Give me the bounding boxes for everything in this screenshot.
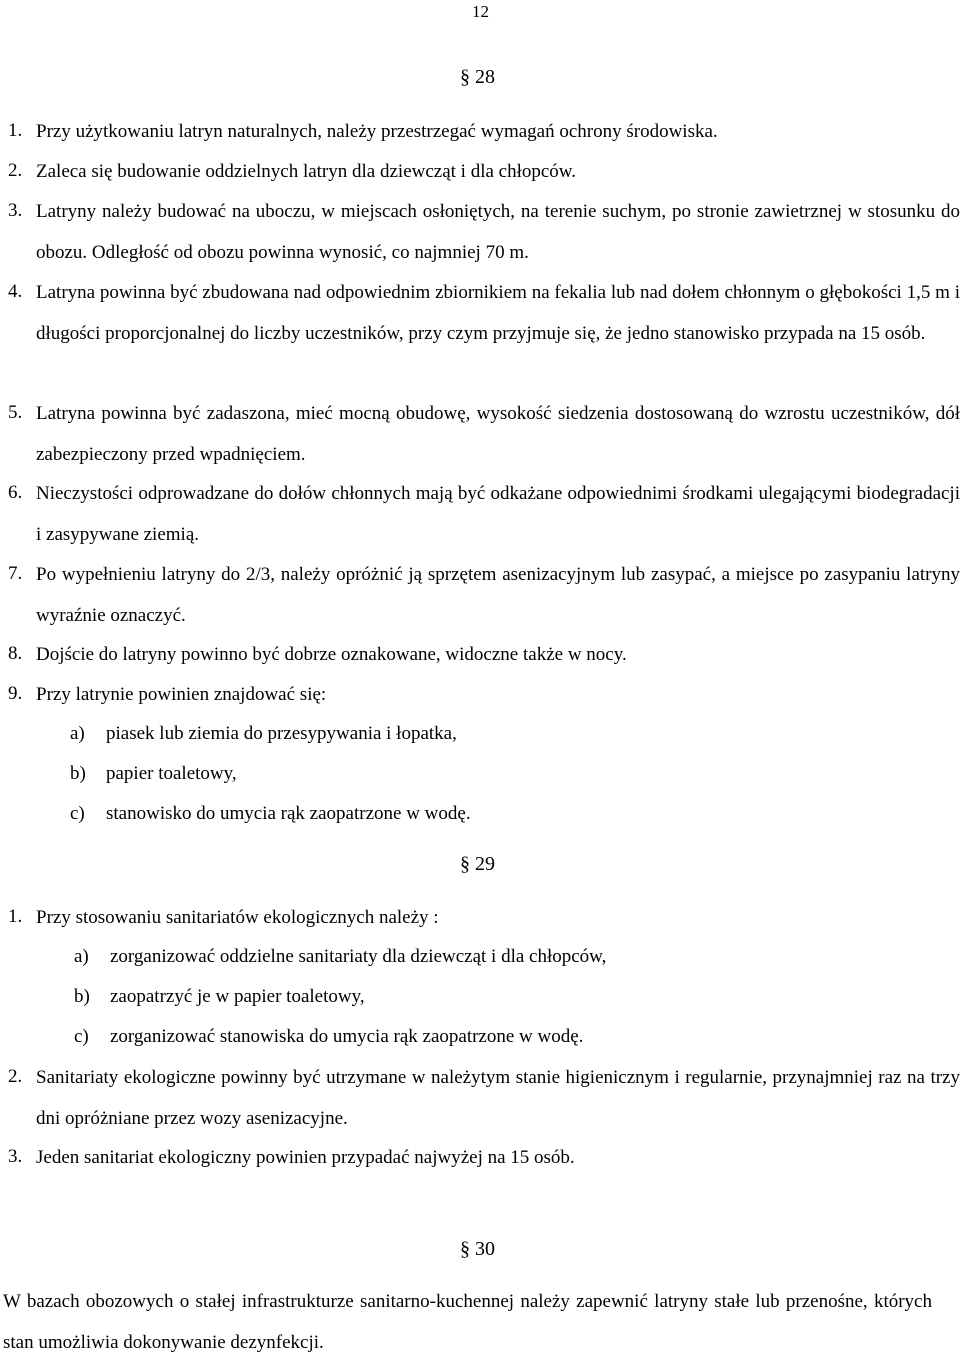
list-item-28-5 [8, 394, 960, 475]
sub-item-letter: b) [70, 763, 86, 784]
list-item-28-8 [8, 643, 960, 667]
list-item-28-2 [8, 160, 960, 184]
sub-item-29-1-c [74, 1026, 583, 1048]
sub-item-letter: c) [70, 803, 85, 824]
section-heading-30: § 30 [460, 1238, 495, 1260]
item-number: 3. [8, 1146, 23, 1167]
item-text: Przy użytkowaniu latryn naturalnych, należy przestrzegać wymagań ochrony środowiska. [36, 121, 718, 142]
item-text: Przy stosowaniu sanitariatów ekologicznych należy : [36, 907, 439, 928]
sub-item-letter: a) [70, 723, 85, 744]
item-text: Po wypełnieniu latryny do 2/3, należy opróżnić ją sprzętem asenizacyjnym lub zasypać, a miejsce po zasypaniu latryny wyraźnie oznaczyć. [36, 564, 960, 626]
item-number: 4. [8, 281, 23, 302]
item-number: 6. [8, 482, 23, 503]
item-text: Dojście do latryny powinno być dobrze oznakowane, widoczne także w nocy. [36, 644, 627, 665]
sub-item-29-1-a [74, 946, 606, 968]
paragraph-30: W bazach obozowych o stałej infrastrukturze sanitarno-kuchennej należy zapewnić latryny stałe lub przenośne, których stan umożliwia dokonywanie dezynfekcji. [3, 1291, 932, 1353]
sub-item-letter: b) [74, 986, 90, 1007]
item-text: Zaleca się budowanie oddzielnych latryn dla dziewcząt i dla chłopców. [36, 161, 577, 182]
page-number: 12 [472, 2, 489, 21]
sub-item-text: stanowisko do umycia rąk zaopatrzone w wodę. [106, 803, 471, 824]
item-text: Latryna powinna być zbudowana nad odpowiednim zbiornikiem na fekalia lub nad dołem chłonnym o głębokości 1,5 m i długości proporcjonalnej do liczby uczestników, przy czym przyjmuje się, że jedno stanowisko przypada na 15 osób. [36, 282, 960, 344]
sub-item-28-9-b [70, 763, 237, 785]
list-item-28-6 [8, 474, 960, 555]
item-number: 3. [8, 200, 23, 221]
item-number: 2. [8, 1066, 23, 1087]
sub-item-28-9-c [70, 803, 471, 825]
item-number: 8. [8, 643, 23, 664]
item-number: 9. [8, 683, 23, 704]
list-item-29-3 [8, 1146, 960, 1170]
item-text: Latryny należy budować na uboczu, w miejscach osłoniętych, na terenie suchym, po stronie zawietrznej w stosunku do obozu. Odległość od obozu powinna wynosić, co najmniej 70 m. [36, 201, 960, 263]
item-number: 2. [8, 160, 23, 181]
item-number: 1. [8, 906, 23, 927]
section-heading-29: § 29 [460, 853, 495, 875]
list-item-29-2 [8, 1058, 960, 1139]
item-text: Przy latrynie powinien znajdować się: [36, 684, 327, 705]
sub-item-text: zorganizować stanowiska do umycia rąk zaopatrzone w wodę. [110, 1026, 584, 1047]
list-item-28-3 [8, 192, 960, 273]
list-item-28-4 [8, 273, 960, 354]
sub-item-text: zaopatrzyć je w papier toaletowy, [110, 986, 365, 1007]
sub-item-letter: c) [74, 1026, 89, 1047]
sub-item-text: papier toaletowy, [106, 763, 237, 784]
sub-item-text: piasek lub ziemia do przesypywania i łopatka, [106, 723, 457, 744]
list-item-29-1 [8, 906, 960, 930]
item-text: Sanitariaty ekologiczne powinny być utrzymane w należytym stanie higienicznym i regularnie, przynajmniej raz na trzy dni opróżniane przez wozy asenizacyjne. [36, 1067, 960, 1129]
item-number: 1. [8, 120, 23, 141]
list-item-28-9 [8, 683, 960, 707]
item-number: 7. [8, 563, 23, 584]
list-item-28-7 [8, 555, 960, 636]
sub-item-29-1-b [74, 986, 365, 1008]
section-heading-28: § 28 [460, 66, 495, 88]
item-text: Nieczystości odprowadzane do dołów chłonnych mają być odkażane odpowiednimi środkami ulegającymi biodegradacji i zasypywane ziemią. [36, 483, 960, 545]
item-number: 5. [8, 402, 23, 423]
sub-item-letter: a) [74, 946, 89, 967]
sub-item-28-9-a [70, 723, 457, 745]
item-text: Jeden sanitariat ekologiczny powinien przypadać najwyżej na 15 osób. [36, 1147, 575, 1168]
sub-item-text: zorganizować oddzielne sanitariaty dla dziewcząt i dla chłopców, [110, 946, 607, 967]
item-text: Latryna powinna być zadaszona, mieć mocną obudowę, wysokość siedzenia dostosowaną do wzrostu uczestników, dół zabezpieczony przed wpadnięciem. [36, 403, 960, 465]
list-item-28-1 [8, 120, 960, 144]
